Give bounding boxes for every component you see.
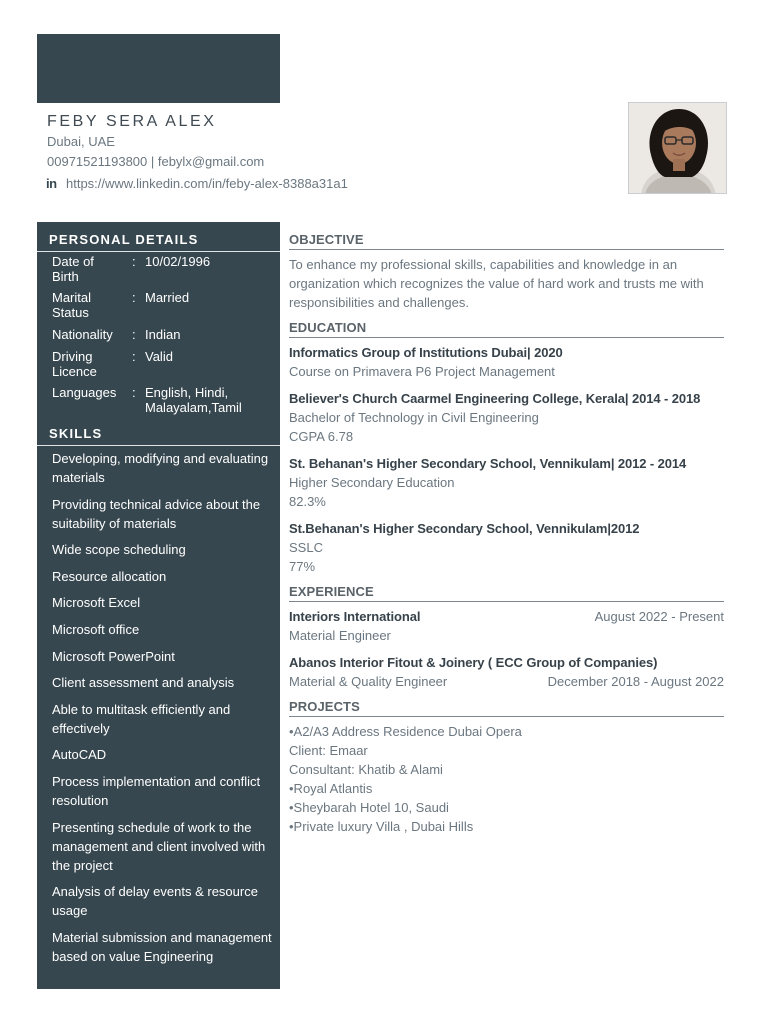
skill-item: Microsoft office [52, 621, 140, 637]
experience-role: Material & Quality Engineer [289, 674, 448, 689]
detail-colon: : [132, 290, 136, 305]
skill-item: Developing, modifying and evaluating materials [52, 451, 269, 485]
experience-company: Abanos Interior Fitout & Joinery ( ECC Group of Companies) [289, 655, 658, 670]
skill-item: Material submission and management based on value Engineering [52, 929, 272, 964]
personal-details-divider [37, 251, 280, 252]
detail-colon: : [132, 385, 136, 400]
education-entry [289, 343, 724, 381]
experience-company: Interiors International [289, 609, 421, 624]
education-detail: Higher Secondary Education [289, 475, 455, 490]
skills-heading: SKILLS [49, 426, 103, 441]
experience-date: December 2018 - August 2022 [547, 674, 724, 689]
linkedin-row [46, 176, 348, 191]
education-detail: Course on Primavera P6 Project Management [289, 364, 555, 379]
experience-title: EXPERIENCE [289, 584, 724, 602]
experience-date: August 2022 - Present [594, 609, 724, 624]
detail-value: 10/02/1996 [145, 254, 211, 269]
education-entry [289, 519, 724, 576]
experience-entry [289, 607, 724, 645]
education-detail: CGPA 6.78 [289, 429, 354, 444]
detail-value: Married [145, 290, 190, 305]
skill-item: Client assessment and analysis [52, 675, 235, 691]
detail-label: Date of Birth [52, 254, 94, 284]
experience-role-row [289, 672, 724, 691]
experience-header-row [289, 607, 724, 626]
skill-item: Able to multitask efficiently and effectively [52, 701, 231, 736]
education-section [289, 320, 724, 576]
detail-value: Indian [145, 327, 181, 342]
project-line: •Private luxury Villa , Dubai Hills [289, 819, 474, 834]
skill-item: Process implementation and conflict resolution [52, 773, 261, 808]
project-line: •Sheybarah Hotel 10, Saudi [289, 800, 449, 815]
education-title: EDUCATION [289, 320, 724, 338]
phone-email-text: 00971521193800 | febylx@gmail.com [47, 154, 265, 169]
linkedin-icon: in [46, 176, 57, 191]
skill-item: Microsoft PowerPoint [52, 648, 175, 664]
skills-list [52, 449, 280, 973]
objective-title: OBJECTIVE [289, 232, 724, 250]
detail-value: English, Hindi, Malayalam,Tamil [145, 385, 242, 415]
education-detail: 77% [289, 559, 316, 574]
detail-colon: : [132, 349, 136, 364]
projects-title: PROJECTS [289, 699, 724, 717]
education-detail: Bachelor of Technology in Civil Engineering [289, 410, 539, 425]
education-school: St.Behanan's Higher Secondary School, Vennikulam|2012 [289, 521, 640, 536]
experience-section [289, 584, 724, 691]
skill-item: AutoCAD [52, 747, 107, 763]
experience-entry [289, 653, 724, 691]
education-school: Believer's Church Caarmel Engineering College, Kerala| 2014 - 2018 [289, 391, 701, 406]
education-entry [289, 389, 724, 446]
detail-label: Nationality [52, 327, 113, 342]
skill-item: Microsoft Excel [52, 595, 141, 611]
project-line: •Royal Atlantis [289, 781, 373, 796]
sidebar [37, 222, 280, 989]
main-content [289, 232, 724, 844]
header-color-block [37, 34, 280, 103]
profile-photo [628, 102, 727, 194]
detail-label: Driving Licence [52, 349, 97, 379]
personal-details-heading: PERSONAL DETAILS [49, 232, 199, 247]
education-school: Informatics Group of Institutions Dubai| 2020 [289, 345, 563, 360]
objective-text: To enhance my professional skills, capabilities and knowledge in an organization which recognizes the value of hard work and trusts me with responsibilities and challenges. [289, 257, 704, 310]
skill-item: Wide scope scheduling [52, 542, 186, 558]
experience-role: Material Engineer [289, 628, 391, 643]
skill-item: Providing technical advice about the suitability of materials [52, 496, 261, 531]
linkedin-link[interactable]: https://www.linkedin.com/in/feby-alex-8388a31a1 [66, 176, 348, 191]
location-text: Dubai, UAE [47, 134, 115, 149]
detail-value: Valid [145, 349, 173, 364]
detail-label: Marital Status [52, 290, 92, 320]
skill-item: Resource allocation [52, 568, 167, 584]
skill-item: Analysis of delay events & resource usage [52, 884, 258, 919]
project-line: Client: Emaar [289, 743, 368, 758]
project-line: Consultant: Khatib & Alami [289, 762, 443, 777]
skills-divider [37, 445, 280, 446]
detail-colon: : [132, 254, 136, 269]
profile-photo-illustration [629, 103, 727, 194]
education-entry [289, 454, 724, 511]
objective-section [289, 232, 724, 312]
education-detail: SSLC [289, 540, 323, 555]
education-detail: 82.3% [289, 494, 326, 509]
candidate-name: FEBY SERA ALEX [47, 113, 217, 130]
project-line: •A2/A3 Address Residence Dubai Opera [289, 724, 522, 739]
detail-label: Languages [52, 385, 117, 400]
detail-colon: : [132, 327, 136, 342]
projects-section [289, 699, 724, 836]
education-school: St. Behanan's Higher Secondary School, Vennikulam| 2012 - 2014 [289, 456, 687, 471]
skill-item: Presenting schedule of work to the management and client involved with the project [52, 819, 266, 873]
